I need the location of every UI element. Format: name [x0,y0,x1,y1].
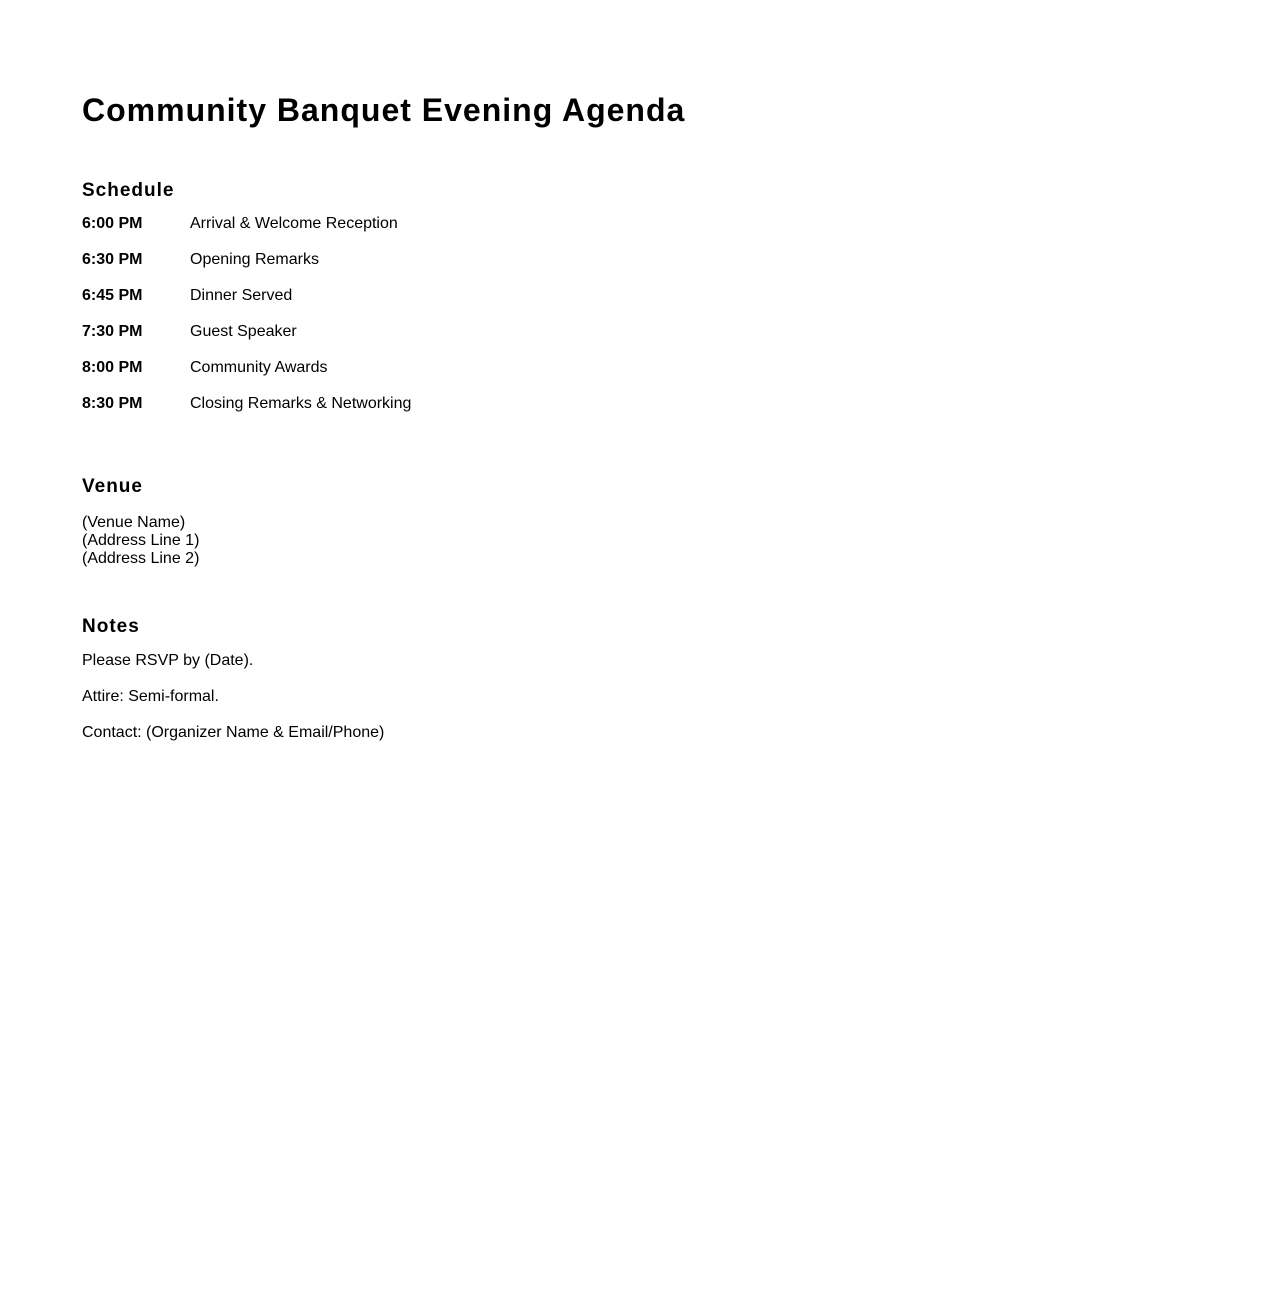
schedule-list [82,213,411,429]
note-attire: Attire: Semi-formal. [82,688,219,705]
venue-address-line-1: (Address Line 1) [82,532,200,549]
page-title: Community Banquet Evening Agenda [82,92,686,128]
venue-heading: Venue [82,476,143,497]
schedule-time: 6:00 PM [82,215,143,232]
schedule-item [82,321,411,357]
schedule-activity: Arrival & Welcome Reception [190,215,398,232]
schedule-time: 8:00 PM [82,359,143,376]
venue-address [82,514,199,568]
venue-name: (Venue Name) [82,514,186,531]
schedule-item [82,213,411,249]
schedule-time: 7:30 PM [82,323,143,340]
schedule-item [82,357,411,393]
schedule-item [82,393,411,429]
notes-heading: Notes [82,616,140,637]
note-contact: Contact: (Organizer Name & Email/Phone) [82,724,385,741]
notes-list [82,650,384,758]
venue-address-line-2: (Address Line 2) [82,550,200,567]
schedule-item [82,249,411,285]
schedule-heading: Schedule [82,180,175,201]
schedule-activity: Guest Speaker [190,323,297,340]
schedule-activity: Opening Remarks [190,251,319,268]
schedule-item [82,285,411,321]
schedule-activity: Closing Remarks & Networking [190,395,412,412]
schedule-time: 8:30 PM [82,395,143,412]
schedule-activity: Community Awards [190,359,328,376]
schedule-time: 6:30 PM [82,251,143,268]
schedule-activity: Dinner Served [190,287,293,304]
note-rsvp: Please RSVP by (Date). [82,652,254,669]
schedule-time: 6:45 PM [82,287,143,304]
